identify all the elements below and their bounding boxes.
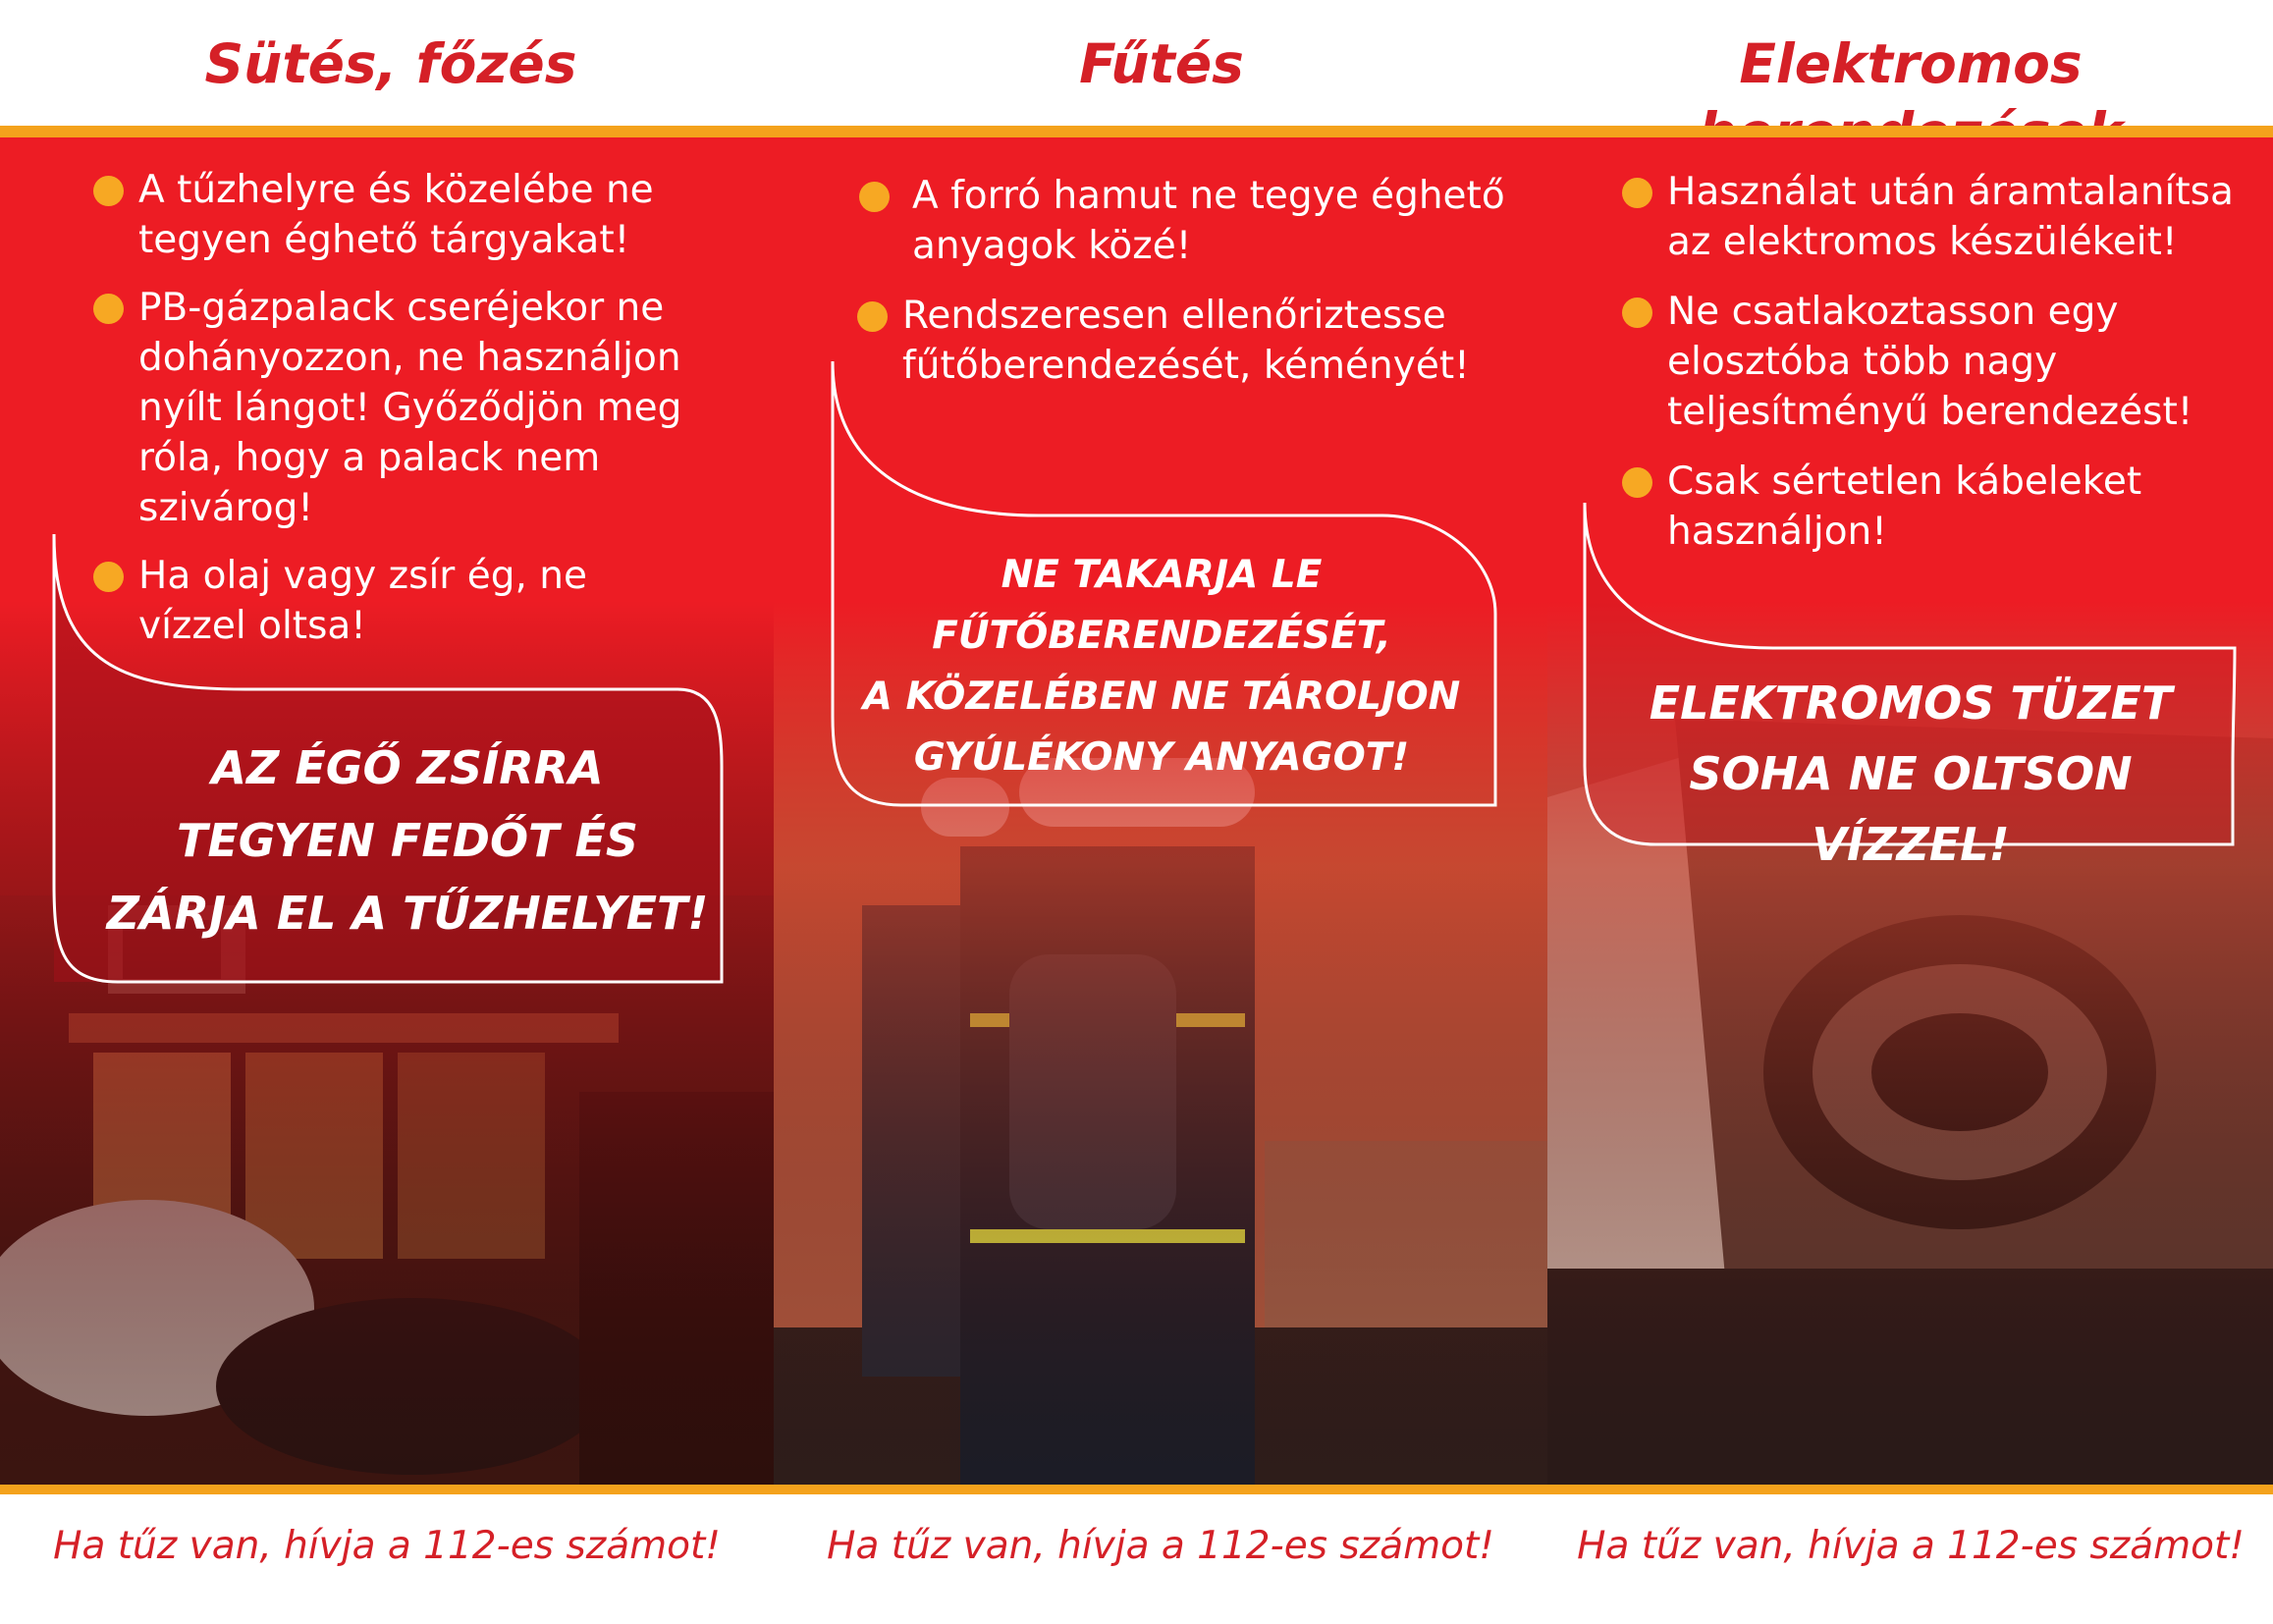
footer-emergency-heating: Ha tűz van, hívja a 112-es számot! bbox=[827, 1524, 1494, 1568]
bullet-item: A forró hamut ne tegye éghető anyagok közé! bbox=[857, 171, 1505, 271]
bullet-dot-icon bbox=[1622, 467, 1652, 498]
bullet-item: PB-gázpalack cseréjekor ne dohányozzon, ne használjon nyílt lángot! Győződjön meg róla, hogy a palack nem szivárog! bbox=[93, 283, 702, 533]
bullet-dot-icon bbox=[1622, 298, 1652, 328]
bullet-item: Csak sértetlen kábeleket használjon! bbox=[1622, 457, 2260, 557]
bullet-dot-icon bbox=[859, 182, 890, 212]
column-cooking bbox=[0, 137, 774, 1485]
bullet-item: Rendszeresen ellenőriztesse fűtőberendezését, kéményét! bbox=[857, 291, 1505, 391]
column-title-electrical: Elektromos bbox=[1739, 32, 2083, 95]
bullet-item: Ne csatlakoztasson egy elosztóba több nagy teljesítményű berendezést! bbox=[1622, 287, 2260, 437]
bullet-dot-icon bbox=[857, 301, 888, 332]
header-row bbox=[0, 0, 2273, 126]
bullet-dot-icon bbox=[93, 176, 124, 206]
cooking-warning-text: AZ ÉGŐ ZSÍRRA TEGYEN FEDŐT ÉS ZÁRJA EL A TŰZHELYET! bbox=[106, 741, 709, 940]
bullet-dot-icon bbox=[93, 562, 124, 592]
footer-emergency-electrical: Ha tűz van, hívja a 112-es számot! bbox=[1577, 1524, 2245, 1568]
cooking-bullet-list bbox=[93, 165, 702, 669]
heating-bullet-list bbox=[857, 171, 1505, 408]
top-accent-bar bbox=[0, 126, 2273, 137]
main-panel bbox=[0, 137, 2273, 1485]
footer-emergency-cooking: Ha tűz van, hívja a 112-es számot! bbox=[53, 1524, 721, 1568]
electrical-warning-text: ELEKTROMOS TÜZET SOHA NE OLTSON VÍZZEL! bbox=[1649, 677, 2173, 871]
column-title-heating: Fűtés bbox=[1079, 32, 1244, 95]
electrical-bullet-list bbox=[1622, 167, 2260, 574]
bottom-accent-bar bbox=[0, 1485, 2273, 1494]
bullet-item: Használat után áramtalanítsa az elektromos készülékeit! bbox=[1622, 167, 2260, 267]
bullet-item: A tűzhelyre és közelébe ne tegyen éghető tárgyakat! bbox=[93, 165, 702, 265]
bullet-dot-icon bbox=[1622, 178, 1652, 208]
column-electrical bbox=[1547, 137, 2273, 1485]
bullet-item: Ha olaj vagy zsír ég, ne vízzel oltsa! bbox=[93, 551, 702, 651]
column-heating bbox=[774, 137, 1547, 1485]
bullet-dot-icon bbox=[93, 294, 124, 324]
heating-warning-text: NE TAKARJA LE FŰTŐBERENDEZÉSÉT, A KÖZELÉBEN NE TÁROLJON GYÚLÉKONY ANYAGOT! bbox=[862, 553, 1461, 780]
column-title-cooking: Sütés, főzés bbox=[204, 32, 577, 95]
